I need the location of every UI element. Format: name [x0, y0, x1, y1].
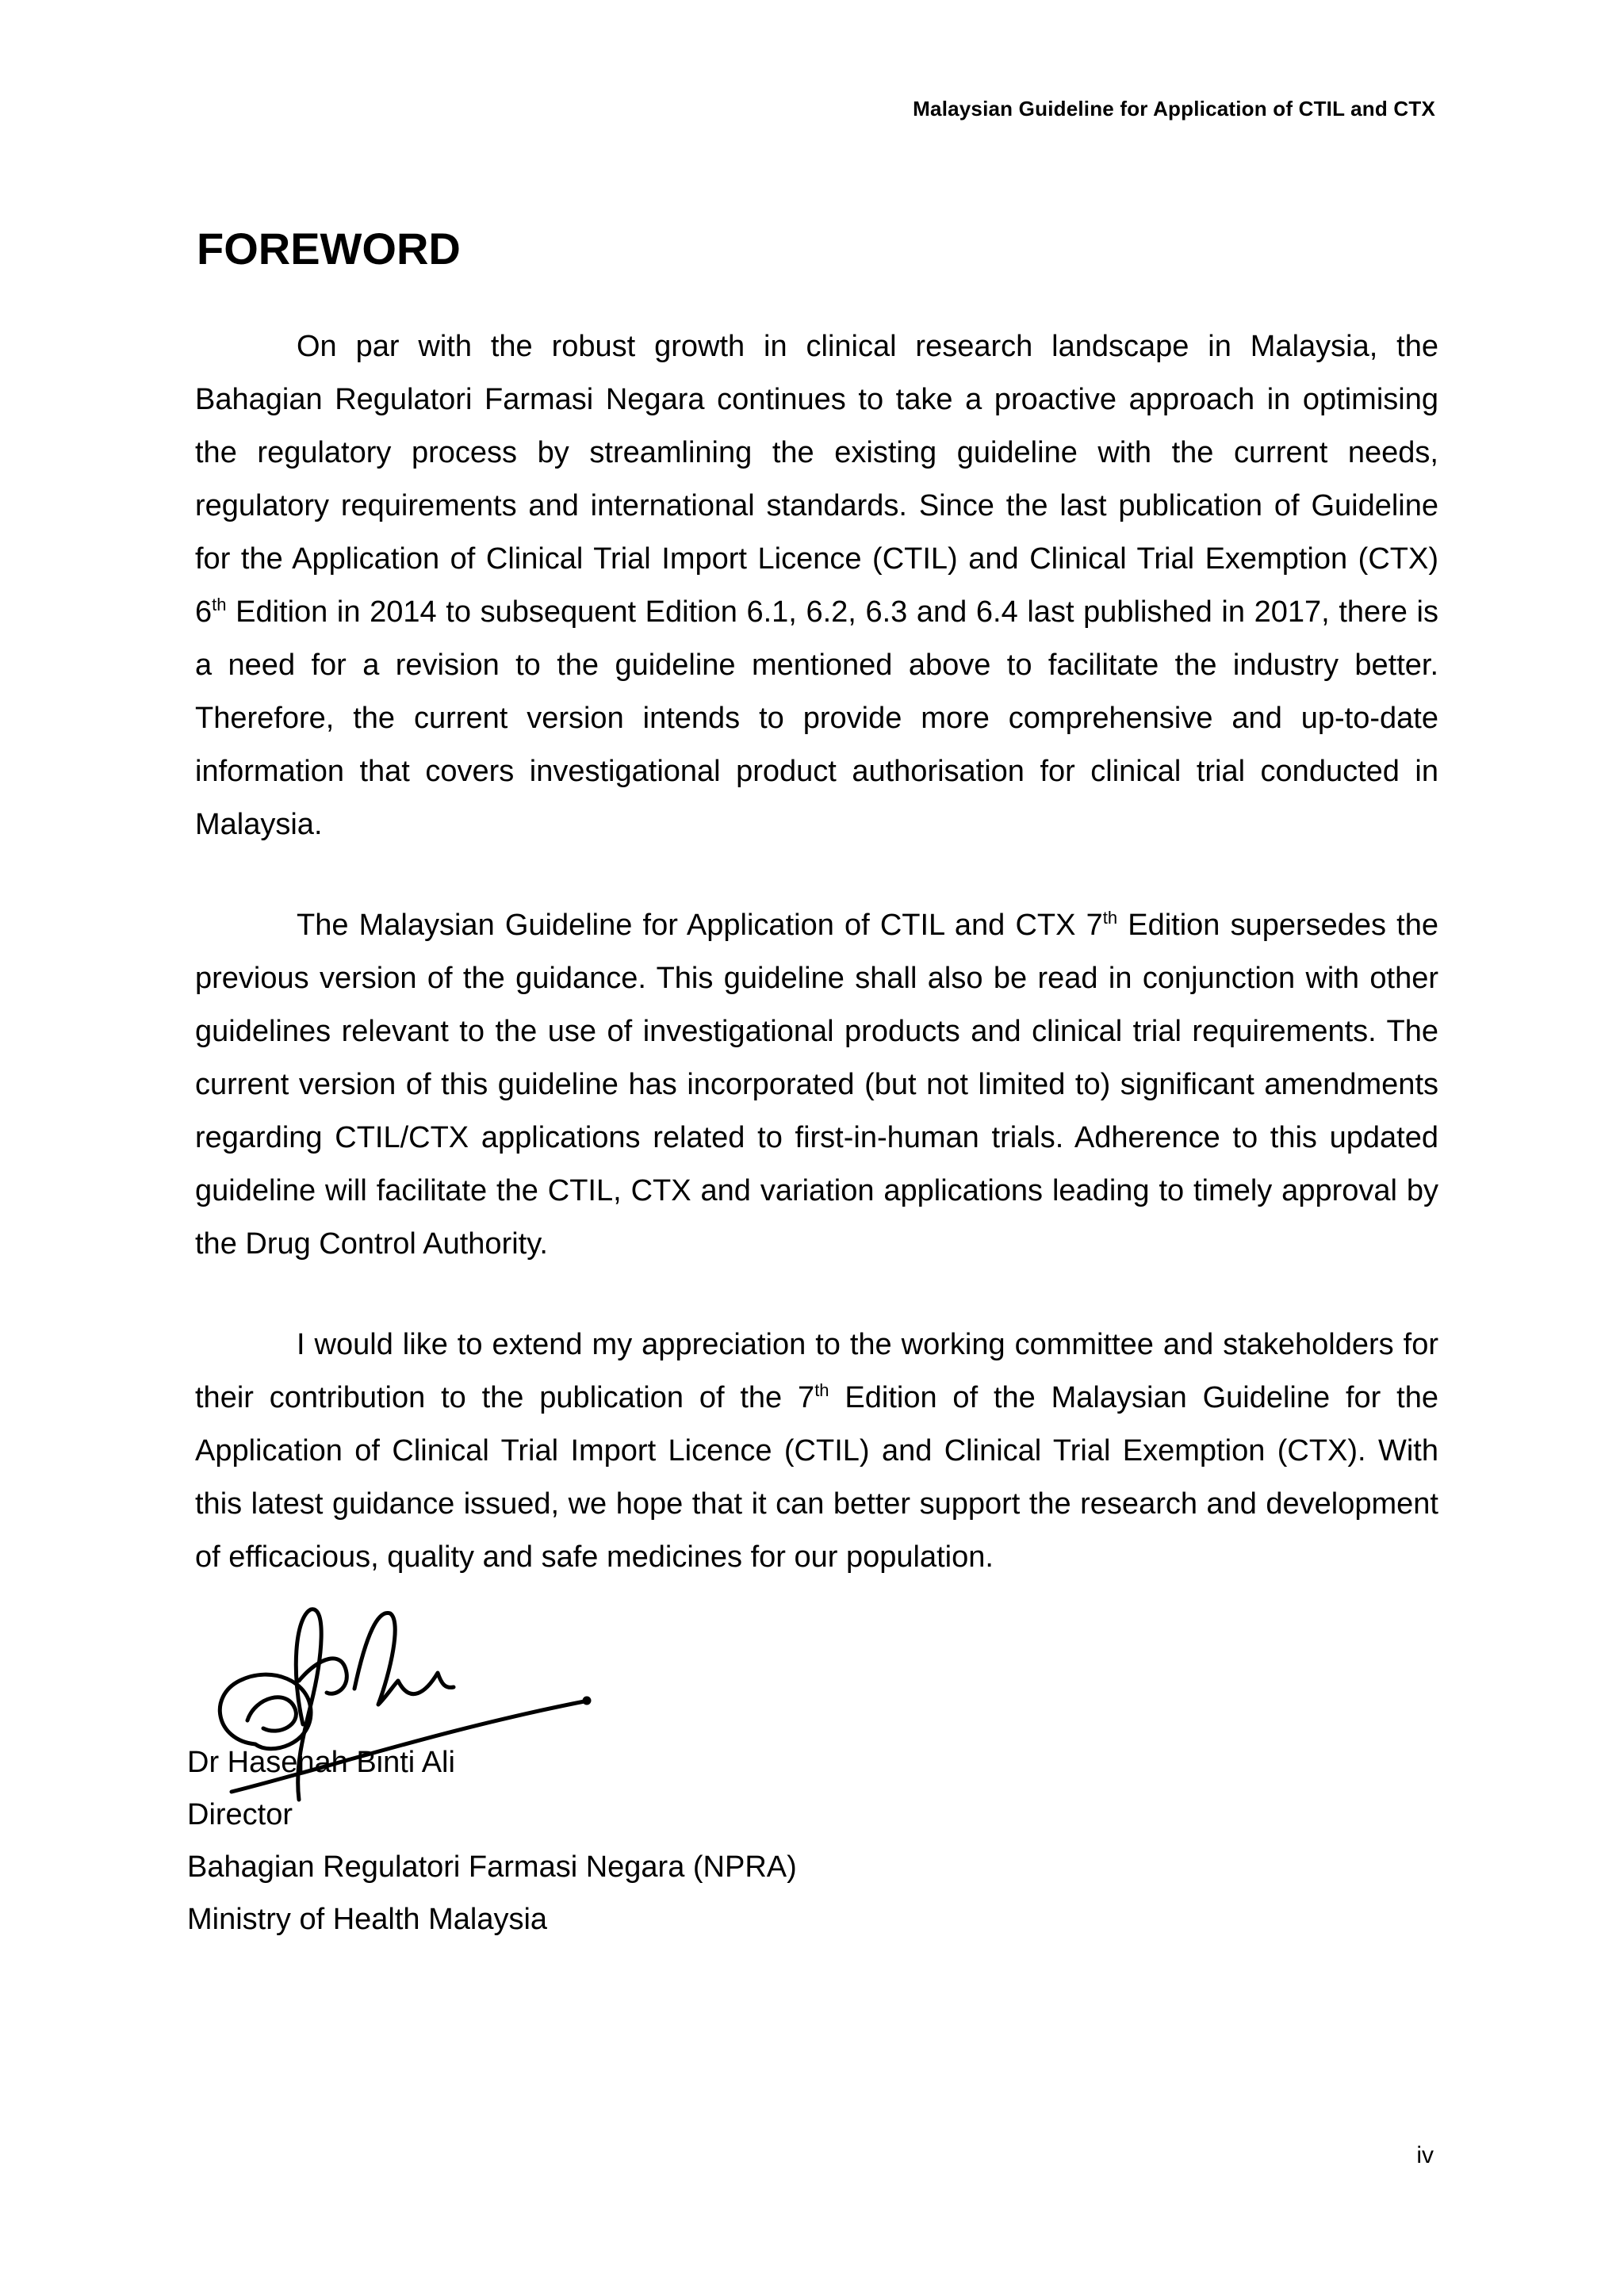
- running-header: Malaysian Guideline for Application of CTIL and CTX: [913, 97, 1435, 121]
- paragraph-2-superscript: th: [1102, 908, 1118, 928]
- paragraph-1-superscript: th: [212, 595, 227, 614]
- paragraph-3-text-a: I would like to extend my appreciation to the working committee and stakeholders for their contribution to the publication of the 7: [195, 1328, 1438, 1414]
- paragraph-3-text-b: Edition of the Malaysian Guideline for the Application of Clinical Trial Import Licence (CTIL) and Clinical Trial Exemption (CTX). With this latest guidance issued, we hope that it can better support the research and development of efficacious, quality and safe medicines for our population.: [195, 1381, 1438, 1574]
- page-title: FOREWORD: [197, 224, 461, 274]
- page-number: iv: [1416, 2142, 1434, 2168]
- paragraph-1: [195, 320, 1438, 851]
- paragraph-2-text-a: The Malaysian Guideline for Application of CTIL and CTX 7: [297, 909, 1103, 942]
- signatory-block: [187, 1736, 797, 1946]
- paragraph-3: [195, 1318, 1438, 1584]
- paragraph-2: [195, 899, 1438, 1271]
- signatory-position: Director: [187, 1798, 293, 1831]
- signatory-ministry: Ministry of Health Malaysia: [187, 1903, 548, 1936]
- foreword-body: [195, 320, 1438, 1632]
- paragraph-3-superscript: th: [814, 1380, 829, 1400]
- signatory-name: Dr Hasenah Binti Ali: [187, 1746, 455, 1779]
- paragraph-1-text-a: On par with the robust growth in clinical research landscape in Malaysia, the Bahagian Regulatori Farmasi Negara continues to take a proactive approach in optimising the regulatory process by streamlining the existing guideline with the current needs, regulatory requirements and international standards. Since the last publication of Guideline for the Application of Clinical Trial Import Licence (CTIL) and Clinical Trial Exemption (CTX) 6: [195, 330, 1438, 629]
- paragraph-2-text-b: Edition supersedes the previous version of the guidance. This guideline shall also be read in conjunction with other guidelines relevant to the use of investigational products and clinical trial requirements. The current version of this guideline has incorporated (but not limited to) significant amendments regarding CTIL/CTX applications related to first-in-human trials. Adherence to this updated guideline will facilitate the CTIL, CTX and variation applications leading to timely approval by the Drug Control Authority.: [195, 909, 1439, 1261]
- paragraph-1-text-b: Edition in 2014 to subsequent Edition 6.1, 6.2, 6.3 and 6.4 last published in 2017, there is a need for a revision to the guideline mentioned above to facilitate the industry better. Therefore, the current version intends to provide more comprehensive and up-to-date information that covers investigational product authorisation for clinical trial conducted in Malaysia.: [195, 595, 1438, 841]
- signatory-organisation: Bahagian Regulatori Farmasi Negara (NPRA): [187, 1850, 797, 1884]
